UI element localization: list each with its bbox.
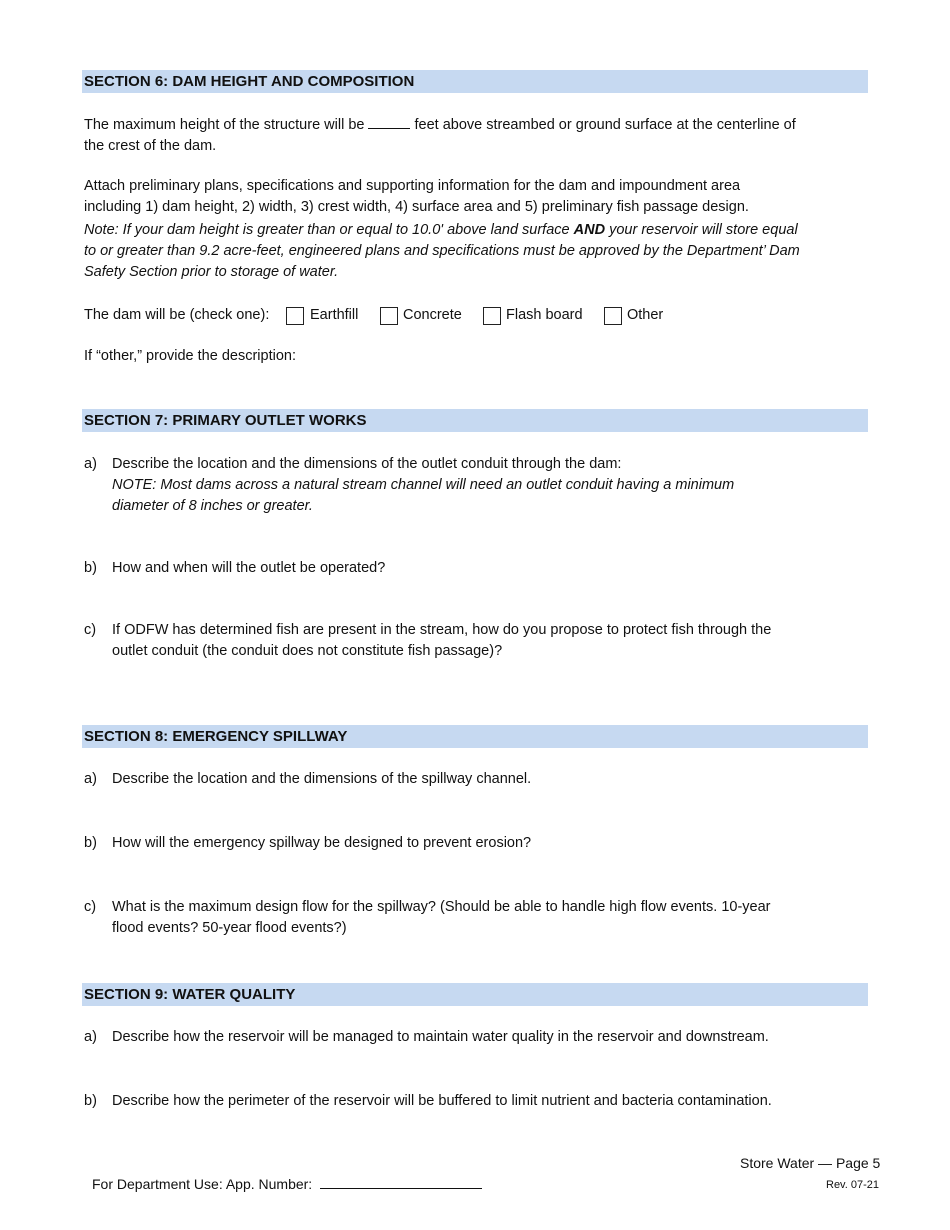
dam-type-checklist [84,305,784,327]
other-label: Other [627,307,664,323]
section-9-title: SECTION 9: WATER QUALITY [84,986,296,1003]
earthfill-label: Earthfill [310,307,359,323]
item-a-note-1: NOTE: Most dams across a natural stream channel will need an outlet conduit having a minimum [112,477,735,493]
dam-height-blank[interactable] [368,114,410,129]
section-8-title: SECTION 8: EMERGENCY SPILLWAY [84,728,348,745]
concrete-checkbox[interactable] [380,307,398,325]
item-a-label: a) [84,1029,97,1045]
department-use [92,1174,482,1195]
item-b-label: b) [84,1093,97,1109]
dam-height-pre: The maximum height of the structure will be [84,117,365,133]
dam-safety-note [84,220,874,283]
note-line-1a: Note: If your dam height is greater than or equal to 10.0' above land surface [84,222,570,238]
item-a-note-2: diameter of 8 inches or greater. [112,498,313,514]
item-c-label: c) [84,622,97,638]
item-c-text-2: outlet conduit (the conduit does not constitute fish passage)? [112,643,503,659]
section-6-title: SECTION 6: DAM HEIGHT AND COMPOSITION [84,73,415,90]
item-b-text: How will the emergency spillway be designed to prevent erosion? [112,835,532,851]
dam-height-statement [84,114,874,157]
revision-label: Rev. 07-21 [826,1179,879,1191]
app-number-field[interactable] [320,1174,482,1189]
item-b-label: b) [84,835,97,851]
dam-height-post: feet above streambed or ground surface at the centerline of [414,117,796,133]
item-a-text: Describe the location and the dimensions of the outlet conduit through the dam: [112,456,622,472]
note-line-3: Safety Section prior to storage of water. [84,264,339,280]
item-b-label: b) [84,560,97,576]
item-b-text: How and when will the outlet be operated? [112,560,386,576]
other-description-prompt: If “other,” provide the description: [84,348,296,364]
section-9-header [82,983,868,1006]
page-label: Store Water — Page 5 [740,1155,881,1171]
dam-height-line2: the crest of the dam. [84,138,217,154]
section-8-header [82,725,868,748]
item-a-text: Describe how the reservoir will be managed to maintain water quality in the reservoir and downstream. [112,1029,769,1045]
item-c-text-2: flood events? 50-year flood events?) [112,920,347,936]
section-7-header [82,409,868,432]
department-use-label: For Department Use: App. Number: [92,1176,313,1192]
note-line-2: to or greater than 9.2 acre-feet, engineered plans and specifications must be approved by the Department’ Dam [84,243,800,259]
section-7-title: SECTION 7: PRIMARY OUTLET WORKS [84,412,367,429]
attach-instructions [84,176,874,283]
attach-line-1: Attach preliminary plans, specifications and supporting information for the dam and impoundment area [84,178,741,194]
item-a-text: Describe the location and the dimensions of the spillway channel. [112,771,532,787]
item-a-label: a) [84,456,97,472]
section-6-header [82,70,868,93]
item-b-text: Describe how the perimeter of the reservoir will be buffered to limit nutrient and bacteria contamination. [112,1093,772,1109]
dam-type-prompt: The dam will be (check one): [84,307,270,323]
item-c-text-1: What is the maximum design flow for the spillway? (Should be able to handle high flow events. 10-year [112,899,771,915]
note-line-1b: your reservoir will store equal [609,222,798,238]
concrete-label: Concrete [403,307,462,323]
note-bold-and: AND [573,222,606,238]
other-checkbox[interactable] [604,307,622,325]
attach-line-2: including 1) dam height, 2) width, 3) crest width, 4) surface area and 5) preliminary fish passage design. [84,199,749,215]
item-a-label: a) [84,771,97,787]
item-c-label: c) [84,899,97,915]
flash-board-checkbox[interactable] [483,307,501,325]
earthfill-checkbox[interactable] [286,307,304,325]
flash-board-label: Flash board [506,307,583,323]
item-c-text-1: If ODFW has determined fish are present in the stream, how do you propose to protect fish through the [112,622,772,638]
